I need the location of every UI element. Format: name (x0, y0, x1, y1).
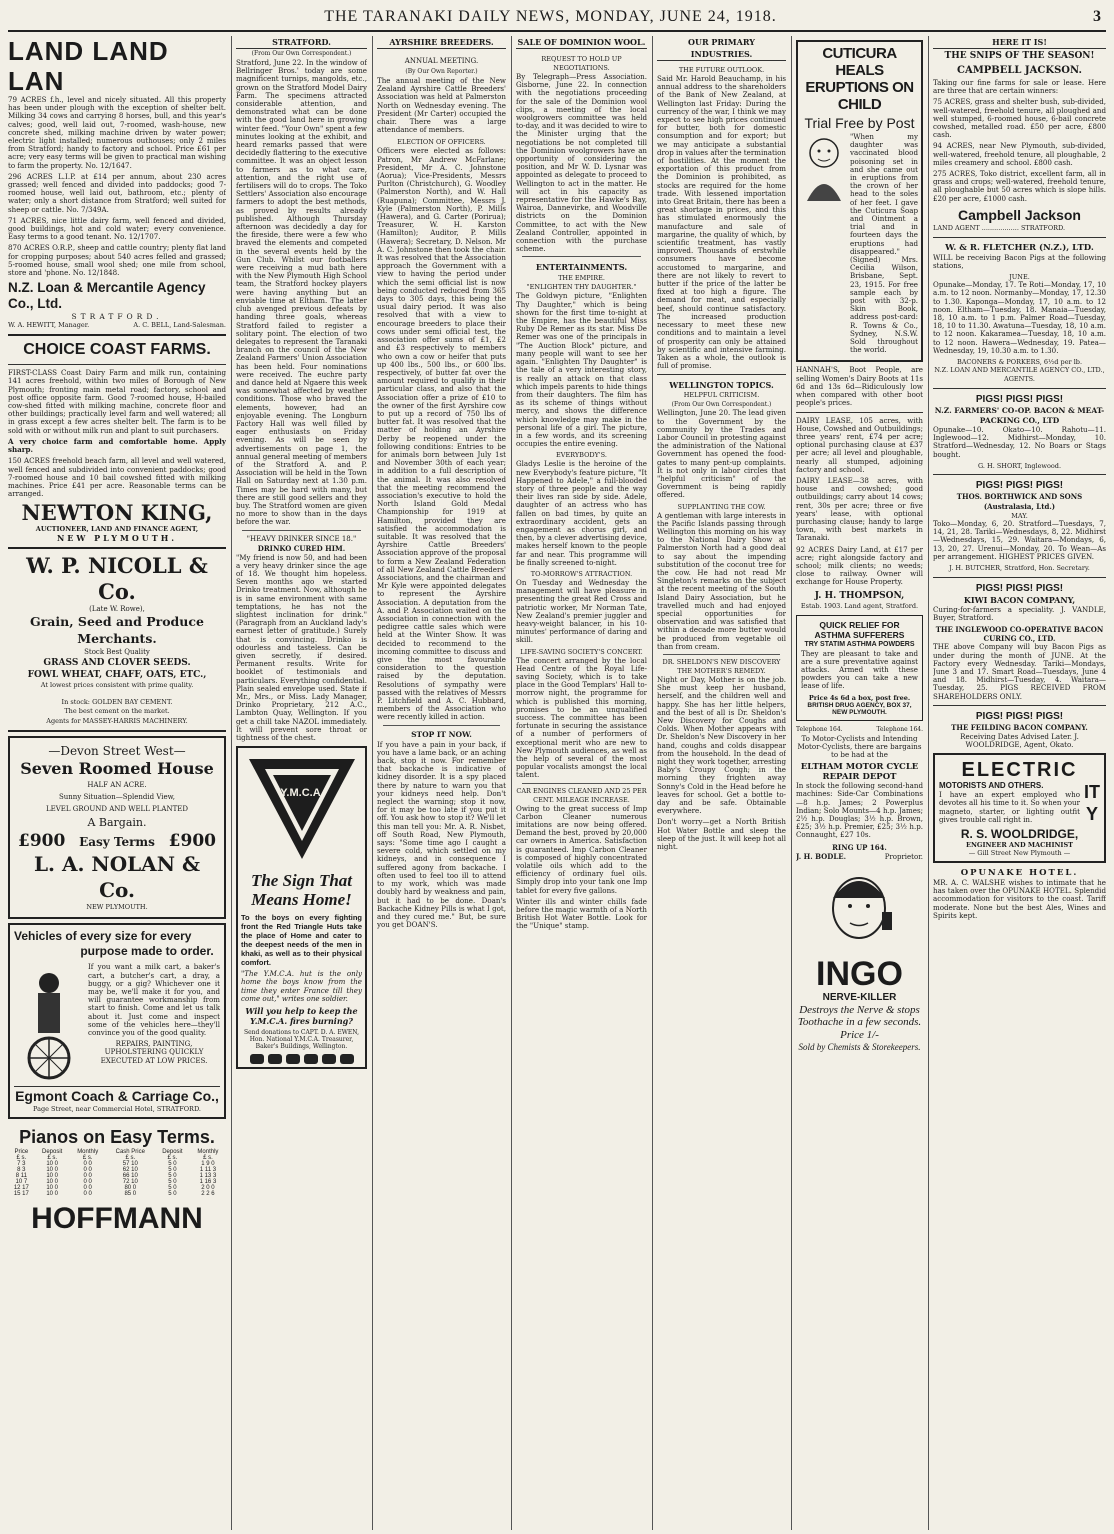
column-rule (652, 36, 653, 1530)
life-saving-head: LIFE-SAVING SOCIETY'S CONCERT. (520, 647, 643, 656)
snips-head: THE SNIPS OF THE SEASON! (944, 51, 1095, 61)
stratford-dateline: STRATFORD. (236, 36, 367, 49)
land-heading: LAND LAND LAN (8, 36, 169, 96)
fletcher-stations: Opunake—Monday, 17. Te Roti—Monday, 17, 10 a.m. to 12 noon. Normanby—Monday, 17, 12.30 to 1.30. Kaponga—Monday, 17, 10 a.m. to 12 noon. Eltham—Tuesday, 18. Manaia—Tuesday, 18, 10 a.m. to 1 p.m. Palmer Road—Tuesday, 18, 10 to 11.30. Awatuna—Tuesday, 18, 10 a.m. to 12 noon. Kakaramea—Tuesday, 18, 10 a.m. to 12 noon. Hawera—Wednesday, 19. Patea—Wednesday, 19, 10.30 a.m. to 1.30. (933, 280, 1106, 355)
bodle-name: J. H. BODLE. (796, 851, 847, 861)
divider (8, 334, 226, 336)
piano-table-cell: 15 17 (13, 1191, 29, 1198)
nicoll-late: (Late W. Rowe), (89, 605, 145, 614)
column-rule (791, 36, 792, 1530)
feilding-text: Receiving Dates Advised Later. J. WOOLDRIDGE, Agent, Okato. (960, 731, 1079, 749)
drinker-head: "HEAVY DRINKER SINCE 18." (246, 534, 357, 543)
nicoll-stock: In stock: GOLDEN BAY CEMENT. (61, 698, 173, 707)
ayrshire-officers: Officers were elected as follows: Patron, Mr Andrew McFarlane; President, Mr A. C. Johnstone (Aorua); Vice-Presidents, Messrs Purlton (Christchurch), G. Woodley (Palmerston North), and W. Hall (Ruapuna); Committee, Messrs J. Kyle (Palmerston North), P. Mills (Hawera), and G. Carter (Porirua); Treasurer, W. H. Karston (Hamilton); Auditor, P. Mills (Hawera); Secretary, D. Nelson. Mr A. C. Johnstone then took the chair. It was resolved that the Association approach the Government with a view to having the period under which the semi official list is now being conducted reduced from 365 days to 305 days, this being the usual dairy period. It was also resolved that with a view to encourage breeders to place their cows under semi official test, the association offer sums of £1, £2 and £3 respectively to members who own a cow or heifer that puts up 400 lbs., 500 lbs., or 600 lbs. respectively, of butter fat over the amount required to qualify in their particular class, and also that the Association offer a prize of £10 to the owner of the first Ayrshire cow to put up a record of 750 lbs of butter fat. It was resolved that the matter of holding an Ayrshire Derby be reopened under the following conditions: Entries to be for animals born between July 1st and November 30th of each year; in addition to a full description of the animal. It was also resolved that the meeting recommend the association's executive to hold the North Island Gold Medal Championship for 1919 at Hamilton, provided they are satisfied the accommodation is suitable. It was resolved that the Ayrshire Cattle Breeders' Association approve of the proposal to form a New Zealand Federation of all New Zealand Cattle Breeders' Associations, and the chairman and Mr Kyle were appointed delegates to represent the Ayrshire Association. A deputation from the A. and P. Association waited on the Association in connection with the pedigree cattle sales which were held at the Winter Show. It was decided to recommend to the incoming committee to discuss and give the most favourable consideration to the question raised by the deputation. Resolutions of sympathy were passed with the relatives of Messrs P. Litchfield and A. C. Hubbard, members of the Association who were recently killed in action. (377, 146, 506, 722)
devon-price-left: £900 (18, 831, 66, 852)
divider (522, 783, 641, 784)
piano-table-cell: 5 0 (168, 1185, 177, 1192)
piano-header: Monthly (197, 1149, 219, 1156)
everybodys-head: EVERYBODY'S. (556, 451, 607, 460)
asthma-ad (796, 615, 923, 721)
wooldridge-address: — Gill Street New Plymouth — (968, 848, 1071, 857)
divider (8, 364, 226, 365)
eltham-list: In stock the following second-hand machines: Side-Car Combinations—8 h.p. James; 2 Powerplus Indian; Solo Mounts—4 h.p. James; 2½ h.p. Douglas; 3½ h.p. Brown, £25; 3½ h.p. Premier, £25; 3½ h.p. Connaught, £27 10s. (796, 781, 923, 840)
motorists-head: MOTORISTS AND OTHERS. (939, 781, 1044, 791)
piano-table-cell: £ s. (167, 1155, 178, 1162)
tomorrow-text: On Tuesday and Wednesday the management will have pleasure in presenting the great Red Cross and patriotic worker, Mr Norman Tate, New Zealand's premier juggler and heavy-weight balancer, in his 10-minutes' performance of daring and skill. (516, 577, 647, 645)
piano-table-cell: 5 0 (168, 1179, 177, 1186)
newton-king-name: NEWTON KING, (21, 500, 213, 526)
ring-up: RING UP 164. (832, 842, 887, 852)
campbell-head: CAMPBELL JACKSON. (957, 65, 1082, 76)
pigs-banner: PIGS! PIGS! PIGS! (975, 394, 1064, 406)
kiwi-bacon-text: Curing-for-farmers a speciality. J. VANDLE, Buyer, Stratford. (933, 604, 1106, 623)
piano-table-cell: 10 0 (46, 1185, 58, 1192)
electricity-text: I have an expert employed who devotes all his time to it. So when your magneto, starter, or lighting outfit gives trouble call right in. (939, 790, 1080, 824)
land-listing: 296 ACRES L.I.P. at £14 per annum, about 230 acres grassed; well fenced and divided into paddocks; good 7-roomed house, well laid out, bathroom, etc.; plenty of water; only a short distance from Stratford; well suited for sheep or cattle. No. 7/349A. (8, 171, 226, 214)
vehicles-body: If you want a milk cart, a baker's cart, a butcher's cart, a dray, a buggy, or a gig? Whichever one it may be, we'll make it for you, and will guarantee workmanship from start to finish. Come and let us talk about it. Just come and inspect some of the vehicles here—they'll convince you of the good quality. (88, 962, 220, 1037)
nicoll-trade: Grain, Seed and Produce Merchants. (30, 614, 204, 647)
dont-worry-text: Don't worry—get a North British Hot Water Bottle and sleep the sleep of the just. It will keep hot all night. (657, 817, 786, 852)
piano-table-cell: 0 0 (83, 1161, 92, 1168)
column-1 (8, 36, 226, 1530)
ymca-body: To the boys on every fighting front the Red Triangle Huts take the place of Home and cater to the deepest needs of the men in khaki, as well as to their physical comfort. (241, 913, 362, 968)
car-engines-text: Owing to the great success of Imp Carbon Cleaner numerous imitations are now being offered. Demand the best, proved by 20,000 car owners in America. Satisfaction is guaranteed. Imp Carbon Cleaner is composed of highly concentrated volatile oils which add to the efficiency of ordinary fuel oils. Simply drop into your tank one Imp tablet for every five gallons. (516, 803, 647, 895)
devon-acre: HALF AN ACRE. (87, 781, 147, 790)
land-listing: 71 ACRES, nice little dairy farm, well fenced and divided, good buildings, hot and cold water; every convenience. Easy terms to a good tenant. No. 12/1707. (8, 215, 226, 242)
butcher-secretary: J. H. BUTCHER, Stratford, Hon. Secretary. (949, 563, 1090, 572)
column-3 (377, 36, 506, 1530)
supplanting-head: SUPPLANTING THE COW. (677, 502, 766, 511)
car-engines-head: CAR ENGINES CLEANED AND 25 PER CENT. MILEAGE INCREASE. (516, 786, 647, 804)
ingo-sub: NERVE-KILLER (822, 991, 897, 1003)
piano-table-cell: 1 11 3 (199, 1167, 217, 1174)
borthwick-head: THOS. BORTHWICK AND SONS (Australasia, Ltd.) (956, 491, 1083, 511)
fletcher-june: JUNE. (1009, 273, 1030, 282)
piano-header: Cash Price (115, 1149, 145, 1156)
piano-table-cell: 1 9 0 (201, 1161, 215, 1168)
campbell-jackson-logo: Campbell Jackson (958, 206, 1081, 223)
ymca-logo: Y.M.C.A. (280, 787, 324, 800)
devon-bargain: A Bargain. (87, 816, 147, 830)
divider (796, 412, 923, 413)
life-saving-text: The concert arranged by the local Head Centre of the Royal Life-saving Society, which is to take place in the Good Templars' Hall to-morrow night, the programme for which is published this morning, promises to be an unqualified success. The committee has been fortunate in securing the assistance of a number of performers of exceptional merit who are new to New Plymouth audiences, as well as the help of several of the most popular vocalists amongst the local talent. (516, 655, 647, 780)
dairy-lease-2: DAIRY LEASE—38 acres, with house and cowshed; good outbuildings; carry about 14 cows; rent, 30s per acre; three or five years' lease, with optional purchasing clause; handy to large town, with best markets in Taranaki. (796, 475, 923, 543)
electricity-ad (933, 753, 1106, 863)
asthma-head: QUICK RELIEF FOR ASTHMA SUFFERERS (814, 619, 905, 640)
red-triangle-icon (241, 751, 363, 867)
wellington-correspondent: (From Our Own Correspondent.) (671, 401, 772, 409)
ingo-price: Price 1/- (840, 1028, 879, 1041)
wool-sub: REQUEST TO HOLD UP NEGOTIATIONS. (541, 55, 622, 72)
pianos-heading: Pianos on Easy Terms. (19, 1127, 215, 1148)
piano-table-cell: 2 0 0 (201, 1185, 215, 1192)
devon-house: Seven Roomed House (20, 759, 214, 779)
devon-level: LEVEL GROUND AND WELL PLANTED (45, 805, 189, 814)
ayrshire-text: The annual meeting of the New Zealand Ayrshire Cattle Breeders' Association was held at Palmerston North on Wednesday evening. The President (Mr Carter) occupied the chair. There was a large attendance of members. (377, 76, 506, 135)
divider (522, 256, 641, 257)
tomorrow-head: TO-MORROW'S ATTRACTION. (530, 569, 633, 578)
nicoll-quality: Stock Best Quality (84, 648, 150, 657)
devon-street-ad (8, 736, 226, 919)
listing-94: 94 ACRES, near New Plymouth, sub-divided, well-watered, freehold tenure, all ploughable, 2 miles creamery and school. £800 cash. (933, 141, 1106, 167)
cuticura-trial: Trial Free by Post (804, 115, 915, 131)
drinker-text: "My friend is now 50, and had been a very heavy drinker since the age of 18. We thought him hopeless. Seven months ago we started Drinko treatment. Now, although he is in same environment with same temptations, he has not the slightest inclination for drink." (Paragraph from an Auckland lady's earnest letter of gratitude.) Surely that is convincing. Drinko is odourless and tasteless. Can be given secretly, if desired. Permanent results. Write for booklet of testimonials and particulars. Everything confidential. Plain sealed envelope used. State if Mr., Mrs., or Miss. Lady Manager, Drinko Proprietary, 212 A.C., Lambton Quay, Wellington. If you get a chill take NAZOL immediately. It will prevent sore throat or tightness of the chest. (236, 552, 367, 743)
hoffmann-name: HOFFMANN (31, 1202, 203, 1236)
egmont-name: Egmont Coach & Carriage Co., (15, 1088, 219, 1105)
piano-table-cell: 7 3 (17, 1161, 26, 1168)
land-listing: 79 ACRES f.h., level and nicely situated. All this property has been under plough with the exception of shelter belt. Milking 34 cows and carrying 8 horses, bull, and this year's calves; good, well laid out, 7-roomed, wash-house, new concrete shed, milking machine driven by water power; electric light installed; numerous outhouses; only 2 miles from Stratford; handy to factory and school. Price £61 per acre; very easy terms will be given to practical man wishing to farm the property. No. 12/1647. (8, 95, 226, 170)
divider (8, 547, 226, 549)
stratford-text: Stratford, June 22. In the window of Bellringer Bros.' today are some magnificent turnips, mangolds, etc., grown on the Stratford Model Dairy Farm. The specimens attracted considerable attention, and demonstrated what can be done with the good land here in growing winter feed. "Your Own" spent a few minutes looking at the exhibit, and heard remarks passed that were decidedly flattering to the executive committee. It was an object lesson to farmers as to what care, attention, and the right use of fertilisers will do to crops. The Toko Settlers' Association also encourage farmers to adopt the best methods, as proved by results already published. Although Thursday afternoon was decidedly a day for the fireside, there were a few who braved the elements and competed in the several events held by the Gun Club. Whilst our footballers were receiving a mud bath here with the New Plymouth High School team, the Stratford hockey players were having anything but an enviable time at Eltham. The latter club avenged previous defeats by handing three goals, whereas Stratford failed to register a solitary point. The election of two delegates to represent the Taranaki branch on the council of the New Zealand Farmers' Union Association has been held. Four nominations were received. The euchre party and dance held at Ngaere this week was somewhat affected by weather conditions. Those who braved the elements, however, had an enjoyable evening. The Longburn Factory Hall was well filled by eager enthusiasts on Friday evening. As will be seen by advertisements on page 1, the annual general meeting of members of the Stratford A. and P. Association will be held in the Town Hall on Saturday next at 1.30 p.m. Times may be hard with many, but there are still good sellers and they buy. The Stratford women are given no more to show than in the days before the war. (236, 58, 367, 527)
asthma-address: BRITISH DRUG AGENCY, BOX 37, NEW PLYMOUTH. (807, 701, 912, 716)
wool-text: By Telegraph—Press Association. Gisborne, June 22. In connection with the negotiations proceeding for the sale of the Dominion wool clips, a meeting of the local woolgrowers committee was held to-day, and it was decided to wire to the Minister urging that the negotiations be not completed till the Dominion woolgrowers have an opportunity of considering the position, and Mr W. D. Lysnar was appointed as delegate to proceed to Wellington to act in the matter. He will act in his capacity as representative for the Hawke's Bay, Wairoa, Dannevirke, and Woodville districts on the Dominion Committee, to act with the New Zealand Controller, appointed in connection with the purchase scheme. (516, 72, 647, 254)
opunake-hotel-head: OPUNAKE HOTEL. (960, 867, 1079, 878)
column-rule (928, 36, 929, 1530)
campbell-agent: LAND AGENT .................. STRATFORD. (933, 223, 1066, 232)
stratford-correspondent: (From Our Own Correspondent.) (251, 50, 352, 57)
piano-table-cell: £ s. (16, 1155, 27, 1162)
loan-salesman: A. C. BELL, Land-Salesman. (133, 321, 226, 330)
feilding-head: THE FEILDING BACON COMPANY. (951, 722, 1088, 732)
empire-head: THE EMPIRE. (558, 274, 605, 283)
empire-film: "ENLIGHTEN THY DAUGHTER." (526, 283, 637, 292)
nicoll-fowl: FOWL WHEAT, CHAFF, OATS, ETC., (27, 670, 207, 681)
ymca-ask: Will you help to keep the Y.M.C.A. fires burning? (245, 1006, 358, 1027)
page-number: 3 (1093, 8, 1102, 25)
asthma-price: Price 4s 6d a box, post free. (808, 693, 911, 702)
piano-table-cell: 1 13 3 (199, 1173, 217, 1180)
supplanting-text: A gentleman with large interests in the Pacific Islands passing through Wellington this morning on his way to the National Dairy Show at Palmerston North had a good deal to say about the impending substitution of the coconut tree for the cow. He had not read Mr Singleton's remarks on the subject at the recent meeting of the South Island Dairy Association, but he travelled much and had enjoyed special opportunities for observation and was satisfied that within a decade more butter would be produced from vegetable oil than from cream. (657, 510, 786, 651)
child-portrait-icon (801, 133, 847, 203)
piano-table-cell: 5 0 (168, 1173, 177, 1180)
divider (242, 530, 361, 531)
sheldon-text: Night or Day, Mother is on the job. She must keep her husband, herself, and the children well and happy. She has her little helpers, and the best of all is Dr. Sheldon's New Discovery for Coughs and Colds. When Mother appears with Dr. Sheldon's New Discovery in her hand, coughs and colds disappear from the household. In the dead of night they work together, arresting Baby's Croupy Cough; in the morning they frighten away Sonny's Cold in the Head before he leaves for school. Get a bottle to-day and be safe. Obtainable everywhere. (657, 675, 786, 816)
choice-heading: CHOICE COAST FARMS. (23, 341, 211, 359)
borthwick-text: Toko—Monday, 6, 20. Stratford—Tuesdays, 7, 14, 21, 28. Tariki—Wednesdays, 8, 22. Midhirst—Wednesdays, 15, 29. Waitara—Mondays, 6, 13, 20, 27. Urenui—Monday, 20. To Wean—As per arrangement. HIGHEST PRICES GIVEN. (933, 518, 1106, 561)
piano-header: Deposit (162, 1149, 183, 1156)
ingo-name: INGO (816, 954, 903, 993)
choice-listing: FIRST-CLASS Coast Dairy Farm and milk run, containing 141 acres freehold, within two miles of Borough of New Plymouth; fronting main metal road; factory, school and post office opposite farm. Good 7-roomed house, H-bailed cow-shed fitted with milking machine, concrete floor and other buildings; practically level farm and well watered; all in grass except a few acres shelter belt. The farm is to be sold with or without milk run and plant to suit purchasers. (8, 368, 226, 435)
wooldridge-name: R. S. WOOLDRIDGE, (960, 826, 1079, 841)
piano-header: Deposit (41, 1149, 63, 1156)
campbell-intro: Taking our fine farms for sale or lease. Here are three that are certain winners: (933, 78, 1106, 96)
dairy-lease-1: DAIRY LEASE, 105 acres, with House, Cowshed and Outbuildings; three years' rent, £74 per acre; optional purchasing clause at £37 per acre; all level and ploughable, nearly all stumped, adjoining factory and school. (796, 415, 923, 474)
piano-table-cell: 57 10 (122, 1161, 138, 1168)
hannahs-ad: HANNAH'S, Boot People, are selling Women's Dairy Boots at 11s 6d and 13s 6d—Ridiculously low when compared with other boot people's prices. (796, 365, 923, 408)
entertainments-head: ENTERTAINMENTS. (535, 262, 628, 273)
devon-sunny: Sunny Situation—Splendid View, (58, 793, 176, 802)
baconers: BACONERS & PORKERS, 6½d per lb. (956, 358, 1083, 367)
masthead (8, 4, 1106, 32)
pigs-banner: PIGS! PIGS! PIGS! (975, 582, 1064, 594)
ayrshire-reporter: (By Our Own Reporter.) (405, 68, 478, 75)
ingo-ad (796, 866, 923, 1055)
piano-table-cell: 80 0 (124, 1185, 137, 1192)
piano-header: Monthly (77, 1149, 99, 1156)
piano-table-cell: 5 0 (168, 1161, 177, 1168)
farmers-coop-head: N.Z. FARMERS' CO-OP. BACON & MEAT-PACKING CO., LTD (934, 406, 1105, 426)
stop-it-head: STOP IT NOW. (411, 729, 472, 739)
wellington-text: Wellington, June 20. The lead given to the Government by the community by the Trades and Labor Council in protesting against the administration of the National Government has opened the food-gates to many pent-up complaints. It is not only in labor circles that "helpful criticism" of the Government is being rapidly offered. (657, 408, 786, 500)
piano-table-cell: 5 0 (168, 1191, 177, 1198)
nolan-name: L. A. NOLAN & Co. (33, 852, 200, 903)
newton-king-town: NEW PLYMOUTH. (56, 533, 178, 544)
ingo-sold: Sold by Chemists & Storekeepers. (798, 1041, 921, 1052)
asthma-text: They are pleasant to take and are a sure preventative against attacks. Armed with these powders you can take a new lease of life. (801, 648, 918, 691)
opunake-hotel-text: MR. A. C. WALSHE wishes to intimate that he has taken over the OPUNAKE HOTEL. Splendid accommodation for visitors to the coast. Tariff moderate. None but the best Ales, Wines and Spirits kept. (933, 877, 1106, 920)
primary-industries-title: OUR PRIMARY INDUSTRIES. (657, 36, 786, 61)
column-4 (516, 36, 647, 1530)
piano-table-cell: £ s. (82, 1155, 93, 1162)
piano-table-cell: 72 10 (122, 1179, 138, 1186)
eltham-intro: To Motor-Cyclists and Intending Motor-Cyclists, there are bargains to be had at the (797, 733, 922, 759)
devon-price-right: £900 (168, 831, 216, 852)
piano-table-cell: 0 0 (83, 1179, 92, 1186)
farmers-coop-text: Opunake—10. Okato—10. Rahotu—11. Inglewood—12. Midhirst—Monday, 10. Stratford—Wednesday, 12. No Boars or Stags bought. (933, 425, 1106, 459)
piano-table-row (8, 1191, 226, 1197)
listing-75: 75 ACRES, grass and shelter bush, sub-divided, well-watered, freehold tenure, all ploughed and well stumped, 6-roomed house, 6-bail concrete cowshed, metalled road. £50 per acre, £800 cash. (933, 97, 1106, 140)
piano-table-cell: 10 0 (46, 1167, 58, 1174)
ymca-ad (236, 746, 367, 1069)
fletcher-head: W. & R. FLETCHER (N.Z.), LTD. (945, 242, 1094, 253)
divider (663, 654, 780, 655)
nicoll-market: The best cement on the market. (64, 707, 170, 716)
vehicles-head-1: Vehicles of every size for every (14, 929, 192, 944)
nicoll-name: W. P. NICOLL & Co. (26, 553, 208, 605)
piano-table-cell: 10 0 (46, 1173, 58, 1180)
piano-table-cell: 66 10 (122, 1173, 138, 1180)
column-2 (236, 36, 367, 1530)
piano-rows (8, 1155, 226, 1197)
vehicles-head-2: purpose made to order. (80, 944, 214, 959)
ity-vertical: ITY (1084, 782, 1100, 825)
ymca-footer-bar (241, 1054, 362, 1064)
cuticura-ad (796, 40, 923, 362)
pigs-banner: PIGS! PIGS! PIGS! (975, 710, 1064, 722)
piano-table-cell: 10 0 (46, 1179, 58, 1186)
wellington-topics-title: WELLINGTON TOPICS. (669, 380, 774, 391)
ingo-woman-icon (796, 868, 923, 952)
thompson-address: Estab. 1903. Land agent, Stratford. (800, 601, 919, 610)
piano-table-cell: 0 0 (83, 1185, 92, 1192)
divider (933, 705, 1106, 706)
election-head: ELECTION OF OFFICERS. (397, 138, 486, 147)
vehicles-repairs: REPAIRS, PAINTING, UPHOLSTERING QUICKLY EXECUTED AT LOW PRICES. (100, 1039, 208, 1065)
ymca-headline: The Sign That Means Home! (250, 871, 353, 910)
divider (8, 730, 226, 732)
devon-top: —Devon Street West— (48, 744, 186, 759)
ymca-quote: "The Y.M.C.A. hut is the only home the boys know from the time they enter France till they come out," writes one soldier. (241, 969, 362, 1003)
ayrshire-sub: ANNUAL MEETING. (404, 57, 479, 65)
devon-terms: Easy Terms (79, 835, 155, 850)
divider (383, 725, 500, 726)
choice-note: A very choice farm and comfortable home. Apply sharp. (8, 436, 226, 455)
primary-industries-sub: THE FUTURE OUTLOOK. (678, 66, 765, 74)
here-it-is: HERE IT IS! (933, 36, 1106, 49)
divider (933, 237, 1106, 238)
cart-rider-icon (14, 963, 84, 1083)
divider (933, 388, 1106, 389)
inglewood-coop-head: THE INGLEWOOD CO-OPERATIVE BACON CURING CO., LTD. (935, 625, 1104, 644)
land-listing: 870 ACRES O.R.P., sheep and cattle country; plenty flat land for cropping purposes; about 540 acres felled and grassed; 5-roomed house, small wool shed; one mile from school, store and 'phone. No. 12/1848. (8, 243, 226, 278)
piano-table-cell: £ s. (203, 1155, 213, 1162)
wellington-topics-sub: HELPFUL CRITICISM. (683, 391, 760, 400)
cuticura-head: CUTICURA HEALS ERUPTIONS ON CHILD (805, 45, 914, 113)
short-inglewood: G. H. SHORT, Inglewood. (977, 461, 1062, 470)
divider (657, 374, 786, 375)
piano-table-cell: 12 17 (13, 1185, 29, 1192)
divider (933, 474, 1106, 475)
acres-92: 92 ACRES Dairy Land, at £17 per acre; right alongside factory and school; milk clients; no weeds; close to railway. Owner will exchange for House Property. (796, 544, 923, 587)
piano-table-cell: £ s. (47, 1155, 57, 1162)
pigs-banner: PIGS! PIGS! PIGS! (975, 479, 1064, 491)
piano-table-cell: 0 0 (83, 1191, 92, 1198)
nz-loan-agents: N.Z. LOAN AND MERCANTILE AGENCY CO., LTD., AGENTS. (934, 366, 1105, 384)
piano-table-cell: 8 3 (17, 1167, 26, 1174)
bodle-role: Proprietor. (884, 852, 923, 861)
drinker-sub: DRINKO CURED HIM. (257, 543, 346, 553)
piano-table-cell: 0 0 (83, 1167, 92, 1174)
loan-town: STRATFORD. (71, 312, 163, 322)
loan-company-name: N.Z. Loan & Mercantile Agency Co., Ltd. (8, 280, 206, 312)
piano-table-cell: 10 0 (46, 1161, 58, 1168)
choice-listing: 150 ACRES freehold beach farm, all level and well watered, well fenced and subdivided into convenient paddocks; good 7-roomed house and 10 bail cowshed fitted with milking machines. Price £41 per acre. Reasonable terms can be arranged. (8, 456, 226, 499)
column-6 (796, 36, 923, 1530)
wooldridge-sub: ENGINEER AND MACHINIST (966, 840, 1073, 849)
primary-industries-text: Said Mr. Harold Beauchamp, in his annual address to the shareholders of the Bank of New Zealand, at Wellington last Friday: During the currency of the war, I think we may expect to see high prices continued for butter, both for domestic consumption and for export; but we may anticipate a substantial drop in values after the termination of hostilities. At the moment the exportation of this product from the Dominion is prohibited, as stocks are required for the home trade. With lessened importation into Great Britain, there has been a great shortage in prices, and this has stimulated enormously the manufacture and sale of margarine, the quality of which, by scientific treatment, has vastly improved. Thousands of erstwhile consumers have become accustomed to margarine, and there are not likely to revert to butter if the price of the latter be fixed at too high a figure. The demand for meat, and especially beef, should continue satisfactory. The increased production necessary to meet these new conditions and to maintain a level of prosperity can only be attained by scientific and intensive farming. Taken as a whole, the outlook is full of promise. (657, 74, 786, 371)
kiwi-bacon-head: KIWI BACON COMPANY, (963, 594, 1076, 605)
masthead-title: THE TARANAKI DAILY NEWS, MONDAY, JUNE 24, 1918. (324, 8, 777, 25)
vehicles-ad (8, 923, 226, 1119)
everybodys-text: Gladys Leslie is the heroine of the new Everybody's feature picture, "It Happened to Adele," a full-blooded story of three people and the way their lives ran side by side. Adele, daughter of an actress who has fallen on bad times, by quite an extraordinary accident, gets an engagement as chorus girl, and then, by a clever advertising device, makes herself known to the people far and near. This programme will be finally screened to-night. (516, 459, 647, 567)
loan-manager: W. A. HEWITT, Manager. (8, 321, 90, 330)
telephone-left: Telephone 164. (796, 725, 843, 733)
piano-table-cell: £ s. (125, 1155, 136, 1162)
newton-king-sub: AUCTIONEER, LAND AND FINANCE AGENT, (35, 525, 199, 534)
column-rule (511, 36, 512, 1530)
borthwick-may: MAY. (1011, 511, 1028, 520)
winter-text: Winter ills and winter chills fade before the magic warmth of a North British Hot Water Bottle. Look for the "Unique" stamp. (516, 896, 647, 931)
ymca-send: Send donations to CAPT. D. A. EWEN, Hon. National Y.M.C.A. Treasurer, Baker's Buildings, Wellington. (243, 1029, 360, 1051)
egmont-address: Page Street, near Commercial Hotel, STRATFORD. (32, 1105, 202, 1114)
column-7 (933, 36, 1106, 1530)
piano-table-cell: 1 16 3 (199, 1179, 217, 1186)
column-rule (231, 36, 232, 1530)
piano-table-cell: 5 0 (168, 1167, 177, 1174)
divider (933, 577, 1106, 578)
ingo-tagline: Destroys the Nerve & stops Toothache in a few seconds. (797, 1003, 922, 1028)
nicoll-prices: At lowest prices consistent with prime quality. (40, 681, 194, 690)
nicoll-seeds: GRASS AND CLOVER SEEDS. (43, 658, 191, 669)
empire-text: The Goldwyn picture, "Enlighten Thy Daughter," which is being shown for the first time to-night at the Empire, has the beautiful Miss Ruby De Remer as its star. Miss De Remer was one of the principals in "The Auction Block" picture, and many people will want to see her again. "Enlighten Thy Daughter" is the tale of a very interesting story, is really an attack on that class which impels parents to hide things from their daughters. The film has as its scheme of things without mercy, and shows the difference which knowledge may make in the personal life of a girl. The picture, in a few words, and its screening occupies the entire evening. (516, 291, 647, 449)
thompson-name: J. H. THOMPSON, (814, 590, 905, 601)
cuticura-quote: "When my daughter was vaccinated blood poisoning set in and she came out in eruptions from the crown of her head to the soles of her feet. I gave the Cuticura Soap and Ointment a trial and in fourteen days the eruptions had disappeared." (Signed) Mrs. Cecilia Wilson, Brisbane, Sept. 23, 1915. For free sample each by post with 32-p. Skin Book, address post-card: R. Towns & Co., Sydney, N.S.W. Sold throughout the world. (850, 132, 918, 355)
sheldon-head: DR. SHELDON'S NEW DISCOVERY THE MOTHER'S REMEDY. (662, 658, 781, 675)
eltham-head: ELTHAM MOTOR CYCLE REPAIR DEPOT (800, 762, 919, 783)
stop-it-text: If you have a pain in your back, if you have a lame back, or an aching back, stop it now. For remember that backache is indicative of kidney disorder. It is a spy placed there by nature to warn you that your kidneys need help. Don't neglect the warning; stop it now, for it may be too late if you put it off. You ask how to stop it? We'll let this man tell you: Mr. A. R. Nisbet, off South Road, New Plymouth, says: "Some time ago I caught a severe cold, which settled on my kidneys, and in consequence I suffered agony from backache. I often used to feel too ill to attend to my work, which was made doubly hard by weakness and pain, but it had to be done. Doan's Backache Kidney Pills is what I got, and they cured me." But, be sure you get DOAN'S. (377, 739, 506, 930)
piano-table-cell: 10 7 (15, 1179, 28, 1186)
fletcher-text: WILL be receiving Bacon Pigs at the following stations, (933, 252, 1106, 271)
electric-head: ELECTRIC (961, 759, 1078, 782)
nicoll-agents: Agents for MASSEY-HARRIS MACHINERY. (46, 717, 188, 726)
piano-table-cell: 85 0 (124, 1191, 137, 1198)
piano-table-cell: 0 0 (83, 1173, 92, 1180)
inglewood-coop-text: THE above Company will buy Bacon Pigs as under during the month of JUNE. At the Factory every Wednesday. Tariki—Mondays, June 3 and 17. Smart Road—Tuesdays, June 4 and 18. Midhirst—Tuesday, 4. Waitara—Tuesday, 25. PIGS RECEIVED FROM SHAREHOLDERS ONLY. (933, 642, 1106, 701)
piano-header: Price (14, 1149, 29, 1156)
wool-title: SALE OF DOMINION WOOL. (517, 37, 646, 47)
column-5 (657, 36, 786, 1530)
nolan-town: NEW PLYMOUTH. (86, 903, 148, 912)
piano-table-cell: 10 0 (46, 1191, 58, 1198)
piano-table-cell: 8 11 (15, 1173, 27, 1180)
listing-275: 275 ACRES, Toko district, excellent farm, all in grass and crops; well-watered, freehold tenure, all ploughable but 50 acres which is slope hills. £20 per acre, £1000 cash. (933, 169, 1106, 203)
piano-table-cell: 2 2 6 (201, 1191, 215, 1198)
column-rule (372, 36, 373, 1530)
ayrshire-title: AYRSHIRE BREEDERS. (377, 36, 506, 49)
telephone-right: Telephone 164. (876, 725, 923, 733)
piano-table-cell: 62 10 (122, 1167, 138, 1174)
asthma-try: TRY STATIM ASTHMA POWDERS (804, 640, 915, 648)
piano-price-table (8, 1149, 226, 1197)
